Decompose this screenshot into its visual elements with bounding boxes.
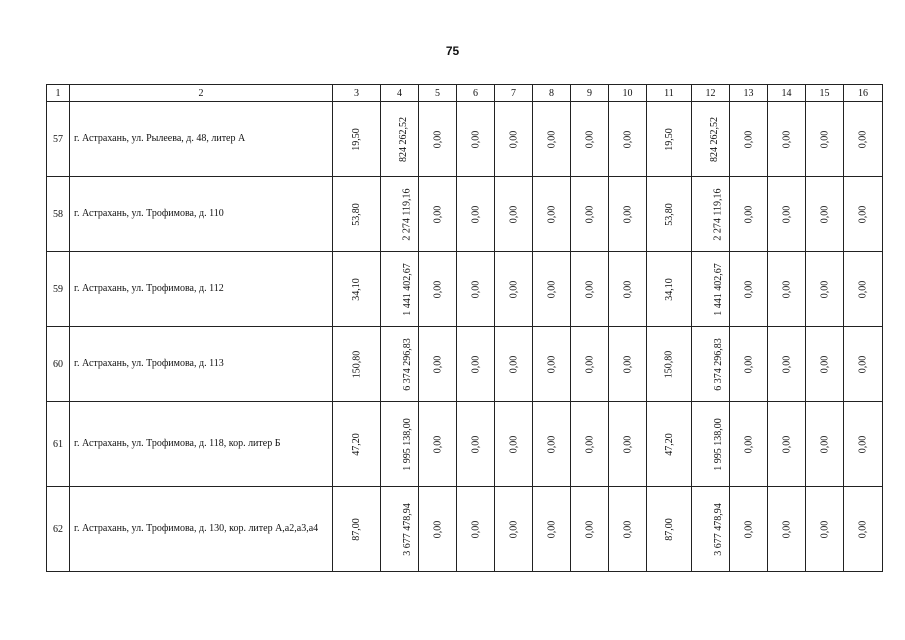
cell-value: 0,00 (432, 435, 443, 453)
cell-value: 0,00 (470, 130, 481, 148)
value-cell (806, 327, 844, 402)
value-cell (609, 102, 647, 177)
value-cell (381, 402, 419, 487)
cell-value: 150,80 (663, 350, 675, 378)
value-cell (533, 487, 571, 572)
value-cell (768, 252, 806, 327)
value-cell (419, 327, 457, 402)
cell-value: 34,10 (351, 277, 362, 301)
cell-value: 0,00 (743, 280, 754, 298)
value-cell (381, 252, 419, 327)
value-cell (571, 402, 609, 487)
value-cell (571, 102, 609, 177)
row-number: 61 (47, 402, 70, 487)
value-cell (647, 327, 692, 402)
value-cell (333, 327, 381, 402)
value-cell (806, 102, 844, 177)
cell-value: 87,00 (663, 517, 675, 541)
value-cell (844, 487, 883, 572)
value-cell (609, 327, 647, 402)
cell-value: 0,00 (857, 205, 869, 223)
cell-value: 0,00 (432, 280, 443, 298)
header-row (47, 85, 883, 102)
value-cell (730, 327, 768, 402)
value-cell (647, 252, 692, 327)
cell-value: 824 262,52 (709, 116, 720, 162)
address-cell: г. Астрахань, ул. Трофимова, д. 110 (70, 177, 333, 252)
cell-value: 0,00 (584, 280, 595, 298)
table-row (47, 177, 883, 252)
value-cell (457, 252, 495, 327)
cell-value: 0,00 (508, 520, 519, 538)
cell-value: 0,00 (743, 520, 754, 538)
cell-value: 53,80 (663, 202, 675, 226)
value-cell (571, 487, 609, 572)
value-cell (457, 177, 495, 252)
cell-value: 47,20 (663, 432, 675, 456)
value-cell (381, 102, 419, 177)
cell-value: 1 441 402,67 (712, 262, 724, 316)
value-cell (381, 487, 419, 572)
value-cell (571, 327, 609, 402)
cell-value: 0,00 (857, 435, 869, 453)
row-number: 60 (47, 327, 70, 402)
column-header-7: 7 (495, 85, 533, 102)
cell-value: 0,00 (743, 130, 754, 148)
cell-value: 0,00 (857, 520, 869, 538)
address-cell: г. Астрахань, ул. Трофимова, д. 112 (70, 252, 333, 327)
column-header-4: 4 (381, 85, 419, 102)
value-cell (844, 402, 883, 487)
cell-value: 0,00 (508, 435, 519, 453)
cell-value: 0,00 (781, 355, 792, 373)
value-cell (457, 102, 495, 177)
cell-value: 0,00 (819, 520, 830, 538)
value-cell (768, 327, 806, 402)
value-cell (495, 252, 533, 327)
cell-value: 0,00 (819, 130, 830, 148)
cell-value: 0,00 (857, 355, 869, 373)
cell-value: 0,00 (781, 435, 792, 453)
column-header-13: 13 (730, 85, 768, 102)
column-header-9: 9 (571, 85, 609, 102)
table-row (47, 487, 883, 572)
value-cell (844, 327, 883, 402)
cell-value: 6 374 296,83 (712, 337, 724, 391)
value-cell (844, 252, 883, 327)
cell-value: 0,00 (584, 355, 595, 373)
value-cell (806, 402, 844, 487)
value-cell (844, 102, 883, 177)
value-cell (419, 102, 457, 177)
cell-value: 6 374 296,83 (401, 337, 413, 391)
cell-value: 1 441 402,67 (401, 262, 413, 316)
value-cell (692, 402, 730, 487)
column-header-12: 12 (692, 85, 730, 102)
value-cell (768, 177, 806, 252)
cell-value: 0,00 (432, 520, 443, 538)
cell-value: 0,00 (781, 205, 792, 223)
value-cell (333, 402, 381, 487)
value-cell (730, 487, 768, 572)
value-cell (457, 402, 495, 487)
value-cell (333, 252, 381, 327)
value-cell (533, 102, 571, 177)
cell-value: 0,00 (622, 355, 633, 373)
cell-value: 0,00 (819, 205, 830, 223)
table-row (47, 327, 883, 402)
cell-value: 2 274 119,16 (401, 187, 413, 241)
value-cell (768, 402, 806, 487)
cell-value: 0,00 (470, 435, 481, 453)
table-body (47, 102, 883, 572)
value-cell (495, 402, 533, 487)
cell-value: 0,00 (584, 520, 595, 538)
value-cell (609, 487, 647, 572)
cell-value: 1 995 138,00 (712, 417, 724, 471)
cell-value: 0,00 (781, 280, 792, 298)
value-cell (457, 487, 495, 572)
cell-value: 0,00 (584, 435, 595, 453)
value-cell (495, 487, 533, 572)
value-cell (419, 487, 457, 572)
cell-value: 0,00 (470, 355, 481, 373)
value-cell (609, 252, 647, 327)
cell-value: 19,50 (663, 127, 675, 151)
column-header-2: 2 (70, 85, 333, 102)
cell-value: 0,00 (781, 520, 792, 538)
table-row (47, 402, 883, 487)
value-cell (609, 402, 647, 487)
cell-value: 0,00 (508, 130, 519, 148)
cell-value: 0,00 (622, 435, 633, 453)
data-table (46, 84, 883, 572)
cell-value: 0,00 (546, 280, 557, 298)
cell-value: 0,00 (546, 355, 557, 373)
value-cell (647, 402, 692, 487)
cell-value: 53,80 (351, 202, 362, 226)
value-cell (419, 402, 457, 487)
value-cell (647, 487, 692, 572)
cell-value: 150,80 (351, 350, 362, 378)
value-cell (806, 177, 844, 252)
cell-value: 0,00 (743, 355, 754, 373)
column-header-6: 6 (457, 85, 495, 102)
cell-value: 0,00 (470, 205, 481, 223)
row-number: 58 (47, 177, 70, 252)
value-cell (730, 252, 768, 327)
value-cell (844, 177, 883, 252)
cell-value: 0,00 (546, 205, 557, 223)
value-cell (692, 487, 730, 572)
value-cell (730, 177, 768, 252)
cell-value: 0,00 (622, 130, 633, 148)
cell-value: 0,00 (622, 520, 633, 538)
column-header-3: 3 (333, 85, 381, 102)
cell-value: 0,00 (432, 130, 443, 148)
value-cell (571, 177, 609, 252)
table-row (47, 252, 883, 327)
value-cell (647, 102, 692, 177)
table-row (47, 102, 883, 177)
value-cell (495, 327, 533, 402)
value-cell (692, 177, 730, 252)
column-header-14: 14 (768, 85, 806, 102)
address-cell: г. Астрахань, ул. Трофимова, д. 113 (70, 327, 333, 402)
value-cell (333, 177, 381, 252)
cell-value: 0,00 (584, 205, 595, 223)
value-cell (533, 402, 571, 487)
column-header-15: 15 (806, 85, 844, 102)
value-cell (533, 177, 571, 252)
cell-value: 19,50 (351, 127, 362, 151)
cell-value: 0,00 (508, 205, 519, 223)
value-cell (533, 252, 571, 327)
value-cell (419, 177, 457, 252)
value-cell (768, 487, 806, 572)
value-cell (730, 102, 768, 177)
address-cell: г. Астрахань, ул. Трофимова, д. 118, кор. литер Б (70, 402, 333, 487)
cell-value: 0,00 (432, 355, 443, 373)
cell-value: 0,00 (819, 435, 830, 453)
cell-value: 3 677 478,94 (712, 502, 724, 556)
address-cell: г. Астрахань, ул. Рылеева, д. 48, литер А (70, 102, 333, 177)
address-cell: г. Астрахань, ул. Трофимова, д. 130, кор. литер А,а2,а3,а4 (70, 487, 333, 572)
page-number: 75 (445, 44, 460, 58)
value-cell (609, 177, 647, 252)
cell-value: 34,10 (663, 277, 675, 301)
value-cell (333, 102, 381, 177)
cell-value: 0,00 (508, 280, 519, 298)
cell-value: 0,00 (546, 435, 557, 453)
cell-value: 0,00 (781, 130, 792, 148)
row-number: 59 (47, 252, 70, 327)
cell-value: 0,00 (622, 280, 633, 298)
row-number: 57 (47, 102, 70, 177)
value-cell (333, 487, 381, 572)
value-cell (806, 252, 844, 327)
value-cell (692, 327, 730, 402)
cell-value: 0,00 (432, 205, 443, 223)
row-number: 62 (47, 487, 70, 572)
cell-value: 824 262,52 (398, 116, 409, 162)
cell-value: 0,00 (857, 130, 869, 148)
cell-value: 0,00 (470, 520, 481, 538)
value-cell (692, 102, 730, 177)
cell-value: 2 274 119,16 (712, 187, 724, 241)
value-cell (381, 177, 419, 252)
cell-value: 87,00 (351, 517, 362, 541)
value-cell (768, 102, 806, 177)
cell-value: 0,00 (857, 280, 869, 298)
column-header-8: 8 (533, 85, 571, 102)
cell-value: 0,00 (743, 205, 754, 223)
value-cell (381, 327, 419, 402)
value-cell (495, 102, 533, 177)
cell-value: 0,00 (584, 130, 595, 148)
value-cell (457, 327, 495, 402)
value-cell (571, 252, 609, 327)
cell-value: 0,00 (622, 205, 633, 223)
column-header-5: 5 (419, 85, 457, 102)
cell-value: 0,00 (546, 130, 557, 148)
cell-value: 0,00 (819, 280, 830, 298)
value-cell (533, 327, 571, 402)
column-header-16: 16 (844, 85, 883, 102)
value-cell (806, 487, 844, 572)
cell-value: 0,00 (470, 280, 481, 298)
value-cell (647, 177, 692, 252)
column-header-10: 10 (609, 85, 647, 102)
value-cell (730, 402, 768, 487)
value-cell (495, 177, 533, 252)
column-header-11: 11 (647, 85, 692, 102)
cell-value: 1 995 138,00 (401, 417, 413, 471)
value-cell (692, 252, 730, 327)
cell-value: 3 677 478,94 (401, 502, 413, 556)
cell-value: 47,20 (351, 432, 362, 456)
cell-value: 0,00 (819, 355, 830, 373)
cell-value: 0,00 (508, 355, 519, 373)
value-cell (419, 252, 457, 327)
cell-value: 0,00 (546, 520, 557, 538)
column-header-1: 1 (47, 85, 70, 102)
cell-value: 0,00 (743, 435, 754, 453)
